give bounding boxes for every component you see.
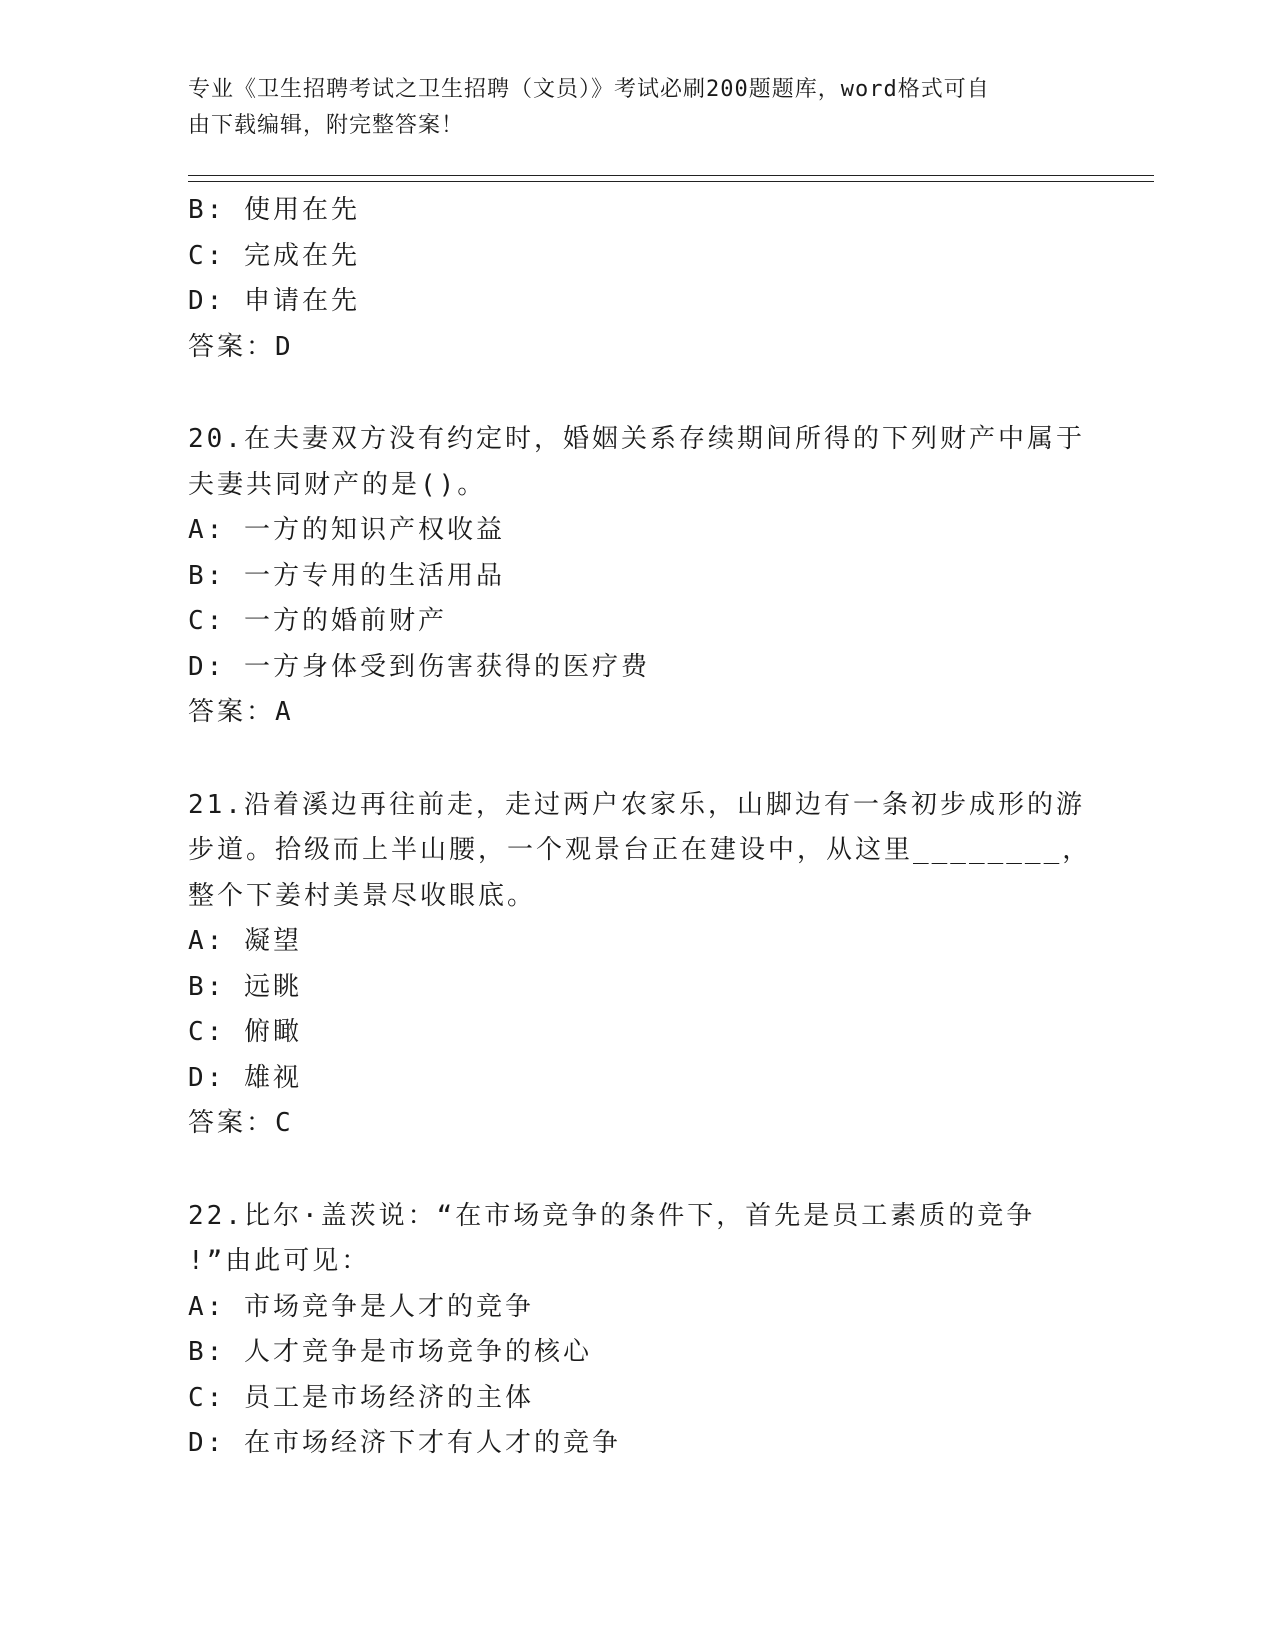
question-19-continuation [188,188,1088,370]
header-line-1: 专业《卫生招聘考试之卫生招聘（文员）》考试必刷200题题库，word格式可自 [188,77,990,102]
question-text-line: 整个下姜村美景尽收眼底。 [188,880,537,911]
header-rule-bottom [188,181,1154,182]
answer: 答案：C [188,1108,294,1138]
option-c: C: 完成在先 [188,240,360,271]
question-text-line: !”由此可见： [188,1246,371,1276]
option-b: B: 人才竞争是市场竞争的核心 [188,1337,592,1367]
option-b: B: 一方专用的生活用品 [188,560,505,591]
question-text-line: 夫妻共同财产的是()。 [188,469,487,500]
question-text-line: 步道。拾级而上半山腰，一个观景台正在建设中，从这里________， [188,835,1092,865]
header-rule-top [188,175,1154,176]
option-a: A: 市场竞争是人才的竞争 [188,1291,534,1322]
question-list [188,188,1092,1467]
option-d: D: 雄视 [188,1062,302,1093]
option-a: A: 一方的知识产权收益 [188,515,505,545]
option-d: D: 在市场经济下才有人才的竞争 [188,1428,621,1458]
question-21 [188,783,1092,1147]
spacer [188,1147,1088,1194]
option-b: B: 远眺 [188,971,302,1002]
question-text-line: 20.在夫妻双方没有约定时，婚姻关系存续期间所得的下列财产中属于 [188,424,1085,454]
question-20 [188,417,1088,736]
answer: 答案：A [188,697,294,727]
option-a: A: 凝望 [188,926,302,956]
option-c: C: 员工是市场经济的主体 [188,1382,534,1413]
answer: 答案：D [188,331,294,362]
spacer [188,370,1088,417]
question-text-line: 21.沿着溪边再往前走，走过两户农家乐，山脚边有一条初步成形的游 [188,789,1085,820]
spacer [188,736,1088,783]
question-text-line: 22.比尔·盖茨说：“在市场竞争的条件下，首先是员工素质的竞争 [188,1200,1036,1231]
option-d: D: 一方身体受到伤害获得的医疗费 [188,651,650,682]
document-header [188,72,1088,144]
option-c: C: 俯瞰 [188,1017,302,1047]
option-d: D: 申请在先 [188,286,360,316]
option-b: B: 使用在先 [188,195,360,225]
header-line-2: 由下载编辑，附完整答案！ [188,113,465,138]
question-22 [188,1194,1088,1467]
option-c: C: 一方的婚前财产 [188,606,447,636]
